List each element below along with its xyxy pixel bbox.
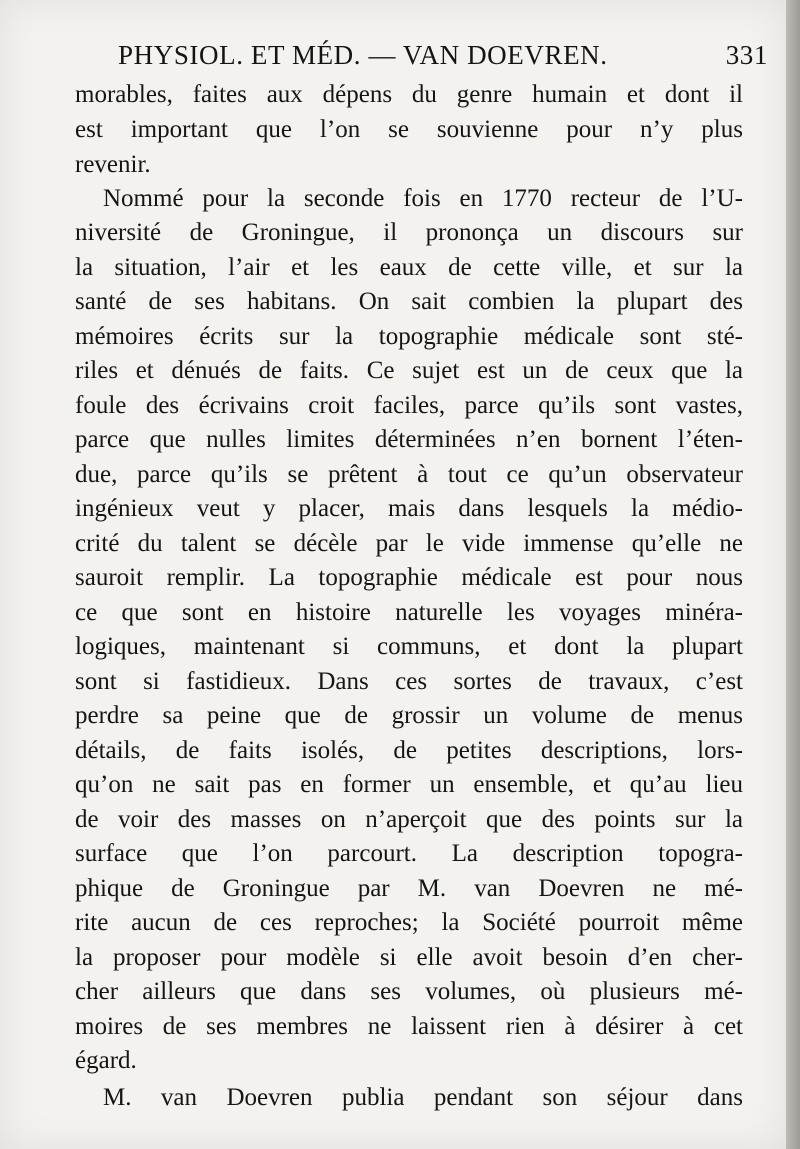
text-line: la situation, l’air et les eaux de cette ville, et sur la <box>75 254 743 281</box>
text-line: rite aucun de ces reproches; la Société pourroit même <box>75 909 743 936</box>
text-line: ingénieux veut y placer, mais dans lesquels la médio- <box>75 495 743 522</box>
text-line: logiques, maintenant si communs, et dont la plupart <box>75 633 743 660</box>
text-line: sont si fastidieux. Dans ces sortes de travaux, c’est <box>75 668 743 695</box>
text-line: parce que nulles limites déterminées n’en bornent l’éten- <box>75 426 743 453</box>
running-header <box>118 40 768 80</box>
text-line: Nommé pour la seconde fois en 1770 recteur de l’U- <box>103 185 743 212</box>
text-line: phique de Groningue par M. van Doevren ne mé- <box>75 875 743 902</box>
page-number: 331 <box>725 40 768 70</box>
page-edge-shadow <box>786 0 800 1149</box>
text-line: due, parce qu’ils se prêtent à tout ce qu’un observateur <box>75 461 743 488</box>
text-line: mémoires écrits sur la topographie médicale sont sté- <box>75 323 743 350</box>
text-line: de voir des masses on n’aperçoit que des points sur la <box>75 806 743 833</box>
text-line: est important que l’on se souvienne pour n’y plus <box>75 116 743 143</box>
text-line: niversité de Groningue, il prononça un discours sur <box>75 219 743 246</box>
text-line: la proposer pour modèle si elle avoit besoin d’en cher- <box>75 944 743 971</box>
text-line: ce que sont en histoire naturelle les voyages minéra- <box>75 599 743 626</box>
text-line: sauroit remplir. La topographie médicale est pour nous <box>75 564 743 591</box>
running-title: PHYSIOL. ET MÉD. — VAN DOEVREN. <box>118 40 608 70</box>
text-line: égard. <box>75 1047 137 1074</box>
text-line: morables, faites aux dépens du genre humain et dont il <box>75 81 743 108</box>
text-line: santé de ses habitans. On sait combien la plupart des <box>75 288 743 315</box>
text-line: surface que l’on parcourt. La description topogra- <box>75 840 743 867</box>
text-line: moires de ses membres ne laissent rien à désirer à cet <box>75 1013 743 1040</box>
text-line: foule des écrivains croit faciles, parce qu’ils sont vastes, <box>75 392 743 419</box>
text-line: revenir. <box>75 151 151 178</box>
text-line: riles et dénués de faits. Ce sujet est un de ceux que la <box>75 357 743 384</box>
text-line: qu’on ne sait pas en former un ensemble, et qu’au lieu <box>75 771 743 798</box>
text-line: M. van Doevren publia pendant son séjour dans <box>103 1084 743 1111</box>
text-line: cher ailleurs que dans ses volumes, où plusieurs mé- <box>75 978 743 1005</box>
text-line: crité du talent se décèle par le vide immense qu’elle ne <box>75 530 743 557</box>
text-line: détails, de faits isolés, de petites descriptions, lors- <box>75 737 743 764</box>
text-line: perdre sa peine que de grossir un volume de menus <box>75 702 743 729</box>
